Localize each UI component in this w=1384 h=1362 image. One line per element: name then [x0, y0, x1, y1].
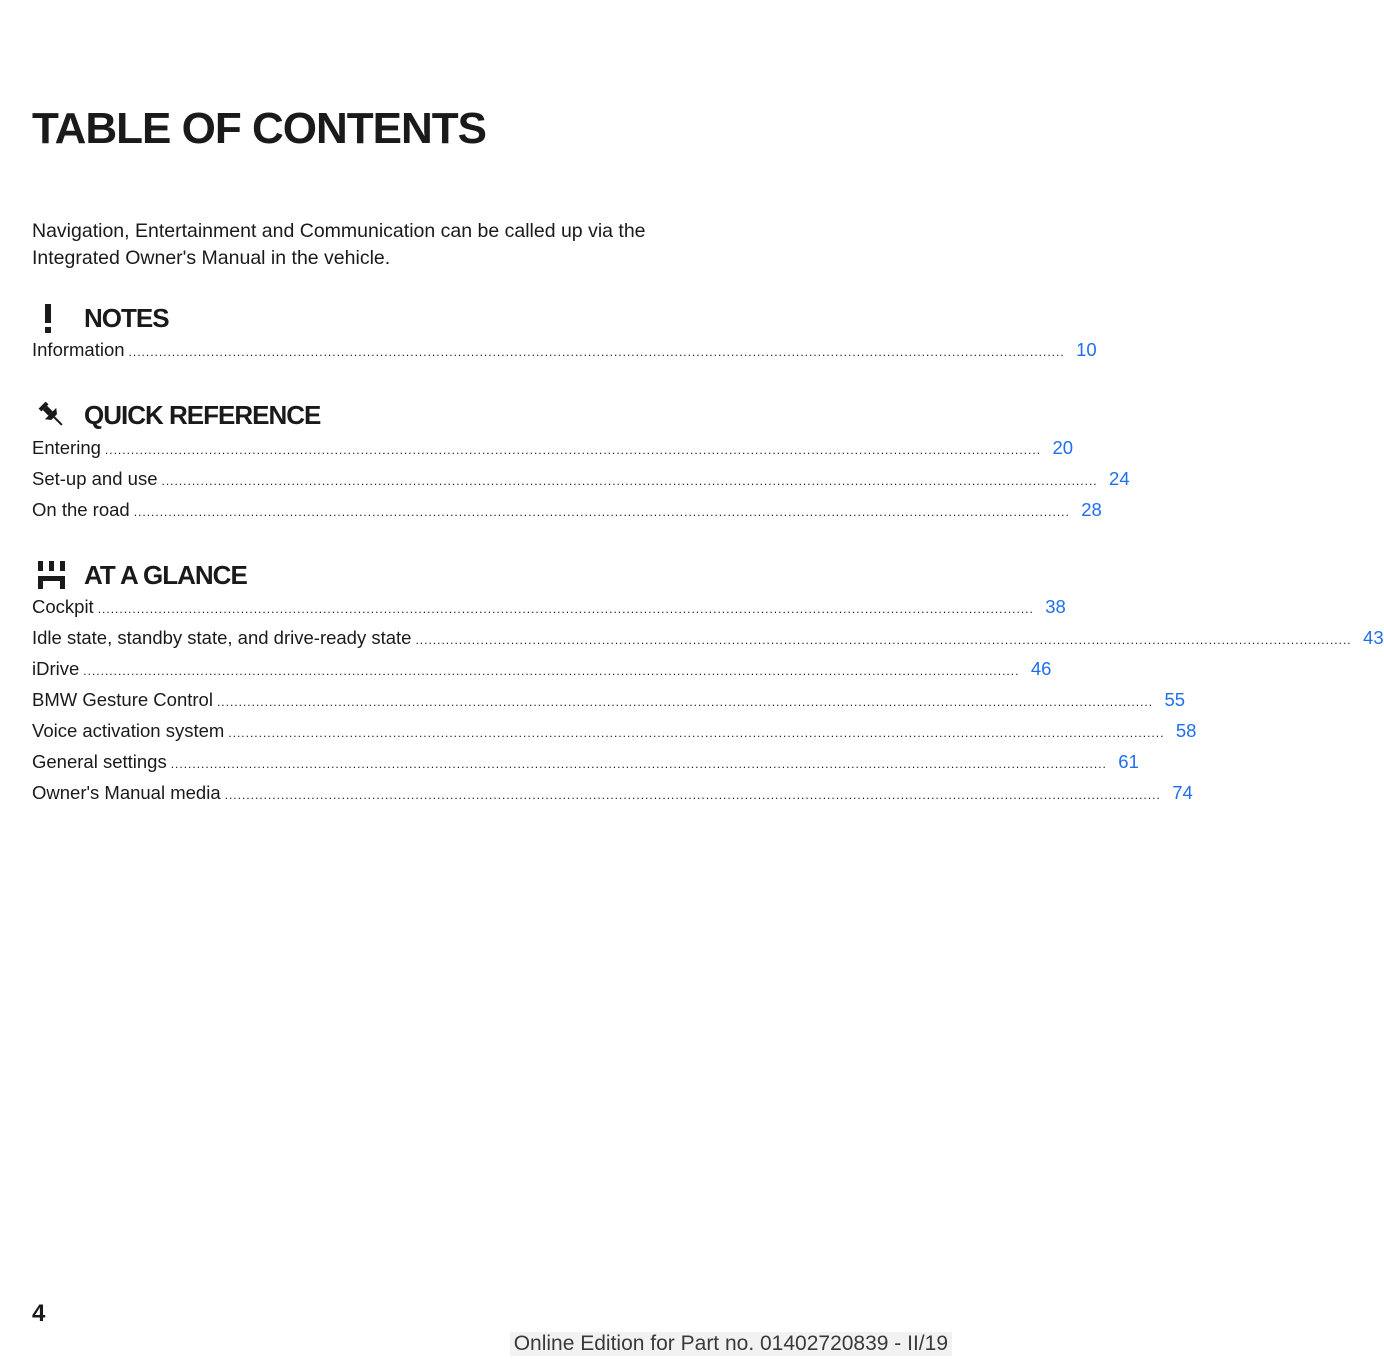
intro-text: Navigation, Entertainment and Communication can be called up via the Integrated Owner's Manual in the vehicle. [32, 220, 646, 269]
toc-label: iDrive [32, 658, 80, 679]
toc-list-at-a-glance [32, 596, 1384, 813]
toc-label: BMW Gesture Control [32, 689, 213, 710]
toc-label: Information [32, 339, 125, 360]
toc-label: Cockpit [32, 596, 94, 617]
toc-list-quick-reference [32, 437, 1130, 530]
toc-entry[interactable] [32, 437, 1074, 468]
leader-dots: ........................................................................................................................................................................................................................ [128, 345, 1065, 359]
toc-entry[interactable] [32, 658, 1052, 689]
leader-dots: ........................................................................................................................................................................................................................ [97, 602, 1034, 616]
toc-entry[interactable] [32, 596, 1066, 627]
grid-icon [32, 560, 72, 590]
toc-entry[interactable] [32, 689, 1186, 720]
page-title: TABLE OF CONTENTS [32, 104, 486, 153]
toc-entry[interactable] [32, 468, 1130, 499]
leader-dots: ........................................................................................................................................................................................................................ [161, 474, 1098, 488]
toc-page-link[interactable]: 61 [1118, 751, 1139, 772]
toc-page-link[interactable]: 10 [1076, 339, 1097, 360]
toc-label: Voice activation system [32, 720, 225, 741]
leader-dots: ........................................................................................................................................................................................................................ [83, 664, 1020, 678]
toc-page-link[interactable]: 20 [1052, 437, 1074, 458]
page-number: 4 [32, 1300, 46, 1327]
section-notes [32, 300, 169, 336]
toc-entry[interactable] [32, 782, 1193, 813]
toc-label: Entering [32, 437, 101, 458]
leader-dots: ........................................................................................................................................................................................................................ [224, 788, 1161, 802]
toc-label: General settings [32, 751, 167, 772]
toc-page-link[interactable]: 43 [1363, 627, 1384, 648]
toc-entry[interactable] [32, 720, 1197, 751]
toc-entry[interactable] [32, 339, 1097, 370]
leader-dots: ........................................................................................................................................................................................................................ [216, 695, 1154, 709]
leader-dots: ........................................................................................................................................................................................................................ [228, 726, 1165, 740]
toc-entry[interactable] [32, 499, 1102, 530]
toc-label: Set-up and use [32, 468, 158, 489]
leader-dots: ........................................................................................................................................................................................................................ [133, 505, 1070, 519]
leader-dots: ........................................................................................................................................................................................................................ [170, 757, 1107, 771]
footer-edition: Online Edition for Part no. 01402720839 - II/19 [510, 1332, 952, 1356]
pin-icon [32, 400, 72, 430]
section-title: AT A GLANCE [84, 559, 247, 590]
toc-page-link[interactable]: 38 [1045, 596, 1066, 617]
section-quick-reference [32, 397, 320, 433]
leader-dots: ........................................................................................................................................................................................................................ [415, 633, 1352, 647]
toc-page-link[interactable]: 74 [1172, 782, 1193, 803]
leader-dots: ........................................................................................................................................................................................................................ [104, 443, 1042, 457]
toc-page-link[interactable]: 28 [1081, 499, 1102, 520]
toc-label: On the road [32, 499, 130, 520]
toc-list-notes [32, 339, 1097, 370]
section-title: QUICK REFERENCE [84, 399, 321, 430]
section-at-a-glance [32, 557, 247, 593]
toc-entry[interactable] [32, 627, 1384, 658]
toc-entry[interactable] [32, 751, 1139, 782]
section-title: NOTES [84, 302, 169, 333]
toc-label: Owner's Manual media [32, 782, 221, 803]
exclamation-icon [32, 303, 72, 333]
toc-page-link[interactable]: 58 [1175, 720, 1197, 741]
toc-page-link[interactable]: 55 [1164, 689, 1186, 710]
toc-page-link[interactable]: 46 [1030, 658, 1052, 679]
toc-page-link[interactable]: 24 [1109, 468, 1130, 489]
toc-label: Idle state, standby state, and drive-ready state [32, 627, 412, 648]
